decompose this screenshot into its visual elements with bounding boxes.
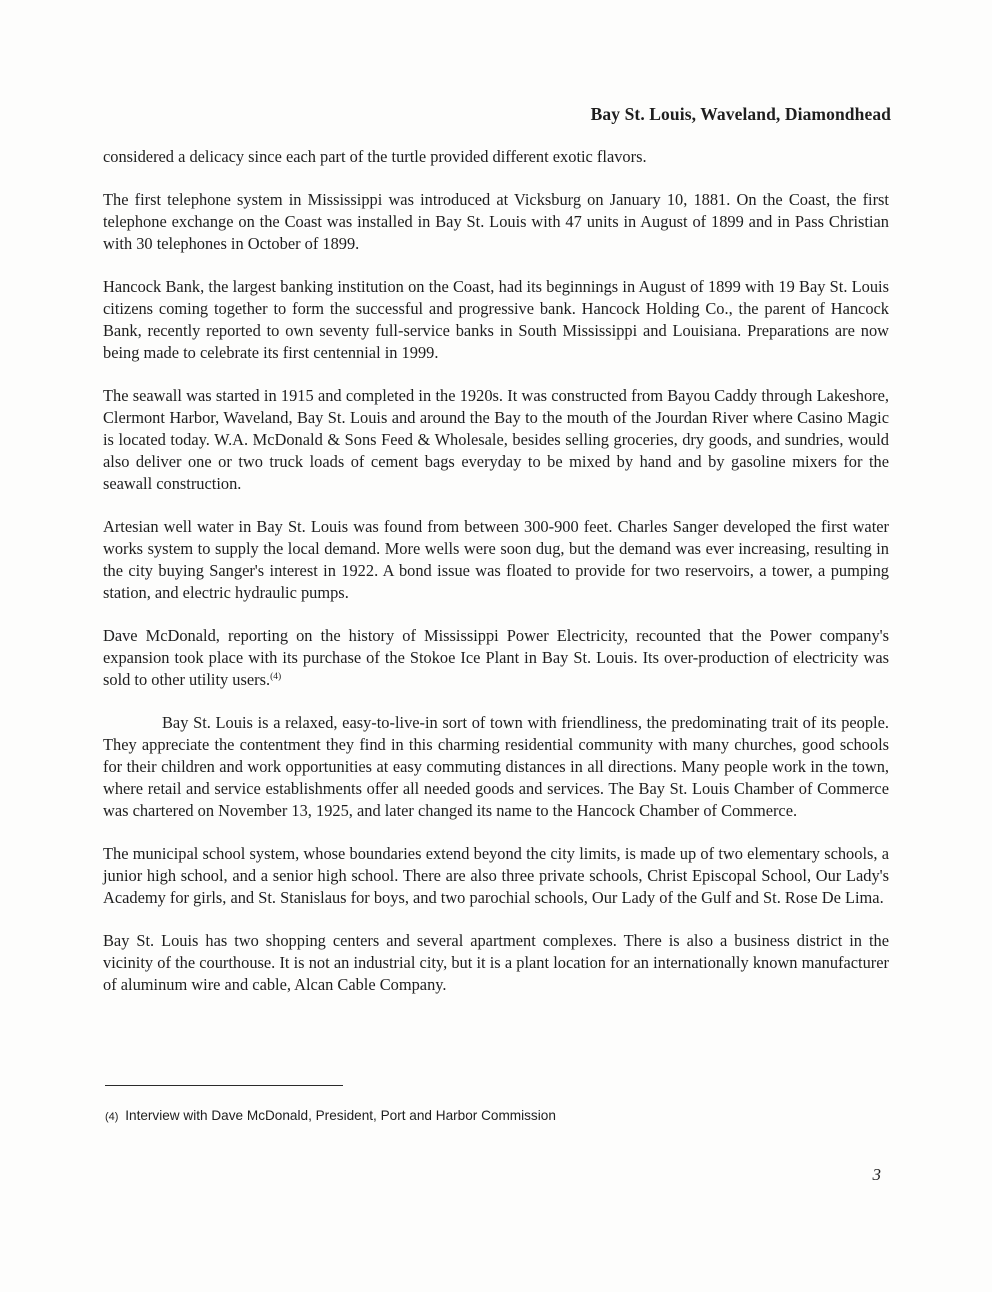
paragraph-shopping: Bay St. Louis has two shopping centers and several apartment complexes. There is also a business district in the vicinity of the courthouse. It is not an industrial city, but it is a plant location for an internationally known manufacturer of aluminum wire and cable, Alcan Cable Company. xyxy=(103,931,889,994)
footnote-reference: (4) xyxy=(270,672,282,682)
footnote-text: Interview with Dave McDonald, President, Port and Harbor Commission xyxy=(125,1108,556,1123)
footnote-marker: (4) xyxy=(105,1111,119,1123)
paragraph-seawall: The seawall was started in 1915 and completed in the 1920s. It was constructed from Bayou Caddy through Lakeshore, Clermont Harbor, Waveland, Bay St. Louis and around the Bay to the mouth of the Jourdan River where Casino Magic is located today. W.A. McDonald & Sons Feed & Wholesale, besides selling groceries, dry goods, and sundries, would also deliver one or two truck loads of cement bags everyday to be mixed by hand and by gasoline mixers for the seawall construction. xyxy=(103,386,889,493)
running-header-title: Bay St. Louis, Waveland, Diamondhead xyxy=(590,104,891,124)
footnote xyxy=(105,1108,556,1123)
paragraph-town-description: Bay St. Louis is a relaxed, easy-to-live-in sort of town with friendliness, the predominating trait of its people. They appreciate the contentment they find in this charming residential community with many churches, good schools for their children and work opportunities at easy commuting distances in all directions. Many people work in the town, where retail and service establishments offer all needed goods and services. The Bay St. Louis Chamber of Commerce was chartered on November 13, 1925, and later changed its name to the Hancock Chamber of Commerce. xyxy=(103,713,889,820)
paragraph-artesian-water: Artesian well water in Bay St. Louis was found from between 300-900 feet. Charles Sanger developed the first water works system to supply the local demand. More wells were soon dug, but the demand was ever increasing, resulting in the city buying Sanger's interest in 1922. A bond issue was floated to provide for two reservoirs, a tower, a pumping station, and electric hydraulic pumps. xyxy=(103,517,889,602)
paragraph-turtle-delicacy: considered a delicacy since each part of the turtle provided different exotic flavors. xyxy=(103,147,647,166)
paragraph-telephone: The first telephone system in Mississippi was introduced at Vicksburg on January 10, 1881. On the Coast, the first telephone exchange on the Coast was installed in Bay St. Louis with 47 units in August of 1899 and in Pass Christian with 30 telephones in October of 1899. xyxy=(103,190,889,253)
footnote-divider xyxy=(105,1085,343,1086)
page-number: 3 xyxy=(872,1165,881,1184)
paragraph-power-electricity xyxy=(103,625,889,691)
paragraph-power-electricity-text: Dave McDonald, reporting on the history of Mississippi Power Electricity, recounted that the Power company's expansion took place with its purchase of the Stokoe Ice Plant in Bay St. Louis. Its over-production of electricity was sold to other utility users. xyxy=(103,626,889,689)
body-text xyxy=(103,146,889,996)
paragraph-hancock-bank: Hancock Bank, the largest banking institution on the Coast, had its beginnings in August of 1899 with 19 Bay St. Louis citizens coming together to form the successful and progressive bank. Hancock Holding Co., the parent of Hancock Bank, recently reported to own seventy full-service banks in South Mississippi and Louisiana. Preparations are now being made to celebrate its first centennial in 1999. xyxy=(103,277,889,362)
paragraph-schools: The municipal school system, whose boundaries extend beyond the city limits, is made up of two elementary schools, a junior high school, and a senior high school. There are also three private schools, Christ Episcopal School, Our Lady's Academy for girls, and St. Stanislaus for boys, and two parochial schools, Our Lady of the Gulf and St. Rose De Lima. xyxy=(103,844,889,907)
